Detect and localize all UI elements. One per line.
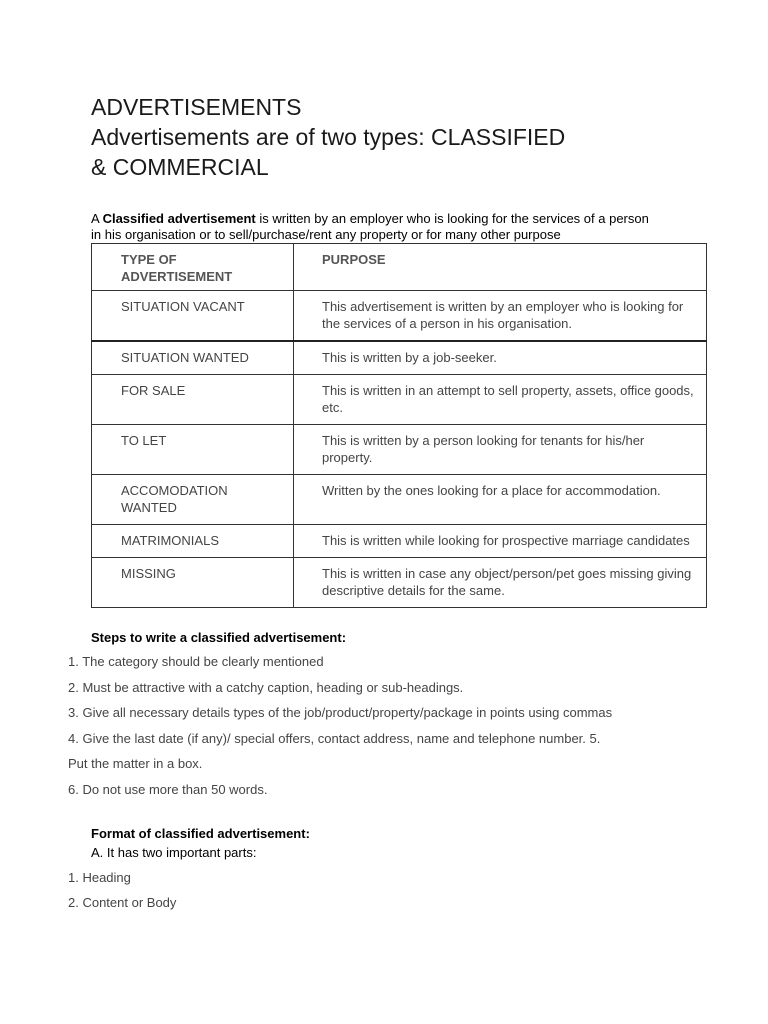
table-row xyxy=(92,341,707,375)
cell-type: FOR SALE xyxy=(92,375,294,425)
table-row xyxy=(92,558,707,608)
list-item: 6. Do not use more than 50 words. xyxy=(68,781,268,797)
advertisement-types-table xyxy=(91,243,707,608)
table-row xyxy=(92,475,707,525)
cell-type: ACCOMODATION WANTED xyxy=(92,475,294,525)
steps-heading: Steps to write a classified advertisement: xyxy=(91,630,347,645)
header-type: TYPE OF ADVERTISEMENT xyxy=(92,244,294,291)
intro-paragraph xyxy=(91,211,691,243)
list-item: 3. Give all necessary details types of the job/product/property/package in points using commas xyxy=(68,705,613,720)
cell-type: SITUATION WANTED xyxy=(92,341,294,375)
cell-type: TO LET xyxy=(92,425,294,475)
cell-type: SITUATION VACANT xyxy=(92,291,294,342)
format-parts-list xyxy=(68,869,176,919)
cell-purpose: This is written in case any object/person/pet goes missing giving descriptive details for the same. xyxy=(294,558,707,608)
table-row xyxy=(92,525,707,558)
intro-line-1-rest: is written by an employer who is looking for the services of a person xyxy=(255,211,649,226)
cell-type: MATRIMONIALS xyxy=(92,525,294,558)
format-subheading: A. It has two important parts: xyxy=(91,845,257,860)
list-item: 2. Must be attractive with a catchy caption, heading or sub-headings. xyxy=(68,679,464,695)
table-row xyxy=(92,425,707,475)
format-heading: Format of classified advertisement: xyxy=(91,826,310,841)
header-purpose: PURPOSE xyxy=(294,244,707,291)
list-item: 2. Content or Body xyxy=(68,895,177,910)
title-line-1: ADVERTISEMENTS xyxy=(91,94,302,120)
cell-purpose: This is written by a job-seeker. xyxy=(294,341,707,375)
title-line-2: Advertisements are of two types: CLASSIFIED xyxy=(91,124,566,150)
page-title xyxy=(91,92,651,182)
list-item: 1. The category should be clearly mentioned xyxy=(68,654,324,669)
table-row xyxy=(92,291,707,342)
cell-purpose: This advertisement is written by an employer who is looking for the services of a person in his organisation. xyxy=(294,291,707,342)
cell-purpose: This is written in an attempt to sell property, assets, office goods, etc. xyxy=(294,375,707,425)
cell-purpose: This is written by a person looking for tenants for his/her property. xyxy=(294,425,707,475)
table-header-row xyxy=(92,244,707,291)
table-row xyxy=(92,375,707,425)
cell-purpose: Written by the ones looking for a place for accommodation. xyxy=(294,475,707,525)
intro-prefix: A xyxy=(91,211,103,226)
cell-type: MISSING xyxy=(92,558,294,608)
title-line-3: & COMMERCIAL xyxy=(91,154,269,180)
cell-purpose: This is written while looking for prospective marriage candidates xyxy=(294,525,707,558)
list-item: 1. Heading xyxy=(68,870,131,885)
intro-bold-term: Classified advertisement xyxy=(102,211,256,226)
intro-line-2: in his organisation or to sell/purchase/rent any property or for many other purpose xyxy=(91,227,561,242)
list-item: 4. Give the last date (if any)/ special offers, contact address, name and telephone number. 5. xyxy=(68,730,601,746)
steps-list xyxy=(68,653,708,806)
list-item: Put the matter in a box. xyxy=(68,756,203,771)
